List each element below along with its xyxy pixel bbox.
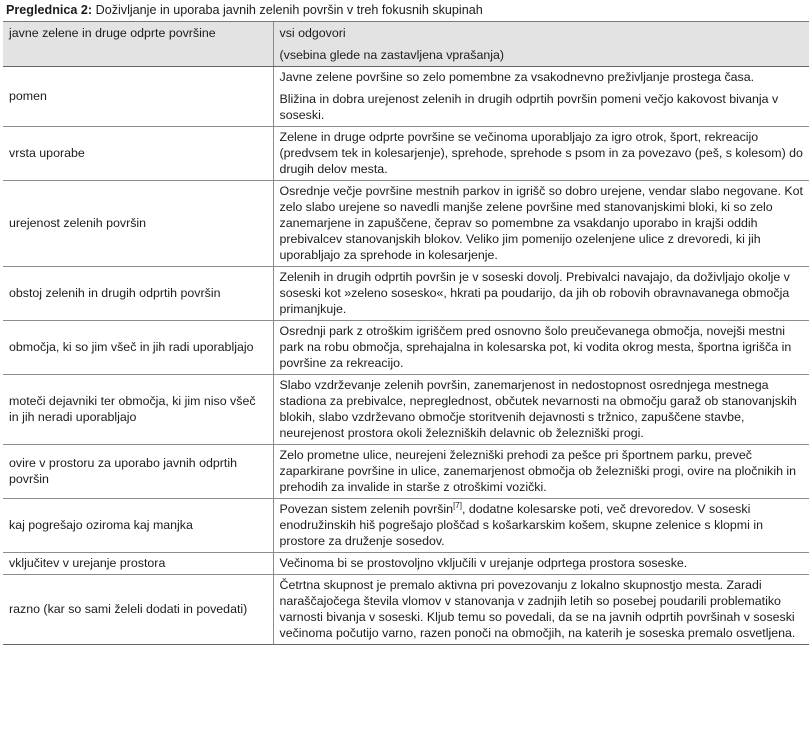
row-answer: Slabo vzdrževanje zelenih površin, zanemarjenost in nedostopnost osrednjega mestnega stadiona za prebivalce, nepreglednost, občutek nevarnosti na območju garaž ob stanovanjskih blokih, slabo vzdrževano območje storitvenih dejavnosti s tržnico, zapuščene stavbe, neurejenost prostora okoli železniških delavnic ob železniški progi. (273, 375, 809, 445)
answer-text: , dodatne kolesarske poti, več drevoredov. V soseski enodružinskih hiš pogrešajo ploščad s košarkarskim košem, skupne zelenice s klopmi in prostore za druženje sosedov. (279, 502, 763, 548)
table-row (3, 267, 809, 321)
row-answer (273, 499, 809, 553)
caption-label: Preglednica 2: (6, 3, 93, 17)
header-answers-title: vsi odgovori (279, 26, 346, 40)
caption-text: Doživljanje in uporaba javnih zelenih površin v treh fokusnih skupinah (92, 3, 483, 17)
row-label: obstoj zelenih in drugih odprtih površin (3, 267, 273, 321)
row-label: vrsta uporabe (3, 127, 273, 181)
answer-paragraph: Bližina in dobra urejenost zelenih in drugih odprtih površin pomeni večjo kakovost bivanja v soseski. (279, 92, 779, 122)
row-label: urejenost zelenih površin (3, 181, 273, 267)
row-label: pomen (3, 67, 273, 127)
reference-superscript: [7] (453, 500, 462, 510)
table-row (3, 553, 809, 575)
row-answer: Osrednje večje površine mestnih parkov in igrišč so dobro urejene, vendar slabo negovane. Kot zelo slabo urejene so navedli manjše zelene površine med stanovanjskimi bloki, ki so zelo zanemarjene in zapuščene, čeprav so pomembne za vsakdanjo uporabo in krajši oddih prebivalcev stanovanjskih blokov. Veliko jim pomenijo ozelenjene ulice z drevoredi, ki jih uporabljajo za sprehode in kolesarjenje. (273, 181, 809, 267)
row-label: razno (kar so sami želeli dodati in povedati) (3, 575, 273, 645)
table-header-row (3, 22, 809, 67)
table-row (3, 499, 809, 553)
row-answer: Osrednji park z otroškim igriščem pred osnovno šolo preučevanega območja, novejši mestni park na robu območja, sprehajalna in kolesarska pot, ki vodita okrog mesta, športna igrišča in površine za rekreacijo. (273, 321, 809, 375)
header-answers-subtitle: (vsebina glede na zastavljena vprašanja) (279, 48, 505, 62)
answer-text: Povezan sistem zelenih površin (279, 502, 454, 516)
table-row (3, 181, 809, 267)
row-label: kaj pogrešajo oziroma kaj manjka (3, 499, 273, 553)
row-answer (273, 67, 809, 127)
header-col-category: javne zelene in druge odprte površine (3, 22, 273, 67)
row-label: moteči dejavniki ter območja, ki jim niso všeč in jih neradi uporabljajo (3, 375, 273, 445)
header-col-answers (273, 22, 809, 67)
table-row (3, 445, 809, 499)
row-answer: Večinoma bi se prostovoljno vključili v urejanje odprtega prostora soseske. (273, 553, 809, 575)
row-label: območja, ki so jim všeč in jih radi uporabljajo (3, 321, 273, 375)
row-label: ovire v prostoru za uporabo javnih odprtih površin (3, 445, 273, 499)
row-answer: Zelo prometne ulice, neurejeni železniški prehodi za pešce pri športnem parku, preveč zaparkirane površine in ulice, zanemarjenost območja ob železniški progi, ovire na pločnikih in prehodih za invalide in starše z otroškimi vozički. (273, 445, 809, 499)
focus-groups-table (3, 21, 809, 645)
row-answer: Zelenih in drugih odprtih površin je v soseski dovolj. Prebivalci navajajo, da doživljajo okolje v soseski kot »zeleno sosesko«, hkrati pa poudarijo, da jih ob robovih obravnavanega območja primanjkuje. (273, 267, 809, 321)
table-row (3, 375, 809, 445)
table-row (3, 127, 809, 181)
table-row (3, 67, 809, 127)
answer-paragraph: Javne zelene površine so zelo pomembne za vsakodnevno preživljanje prostega časa. (279, 70, 755, 84)
row-answer: Četrtna skupnost je premalo aktivna pri povezovanju z lokalno skupnostjo mesta. Zaradi naraščajočega števila vlomov v stanovanja v zadnjih letih so posebej poudarili problematiko varnosti bivanja v soseski. Kljub temu so povedali, da se na javnih odprtih površinah v soseski večinoma počutijo varno, razen ponoči na območjih, na katerih je soseska premalo osvetljena. (273, 575, 809, 645)
table-row (3, 575, 809, 645)
row-answer: Zelene in druge odprte površine se večinoma uporabljajo za igro otrok, šport, rekreacijo (predvsem tek in kolesarjenje), sprehode, sprehode s psom in za povezavo (peš, s kolesom) do drugih delov mesta. (273, 127, 809, 181)
row-label: vključitev v urejanje prostora (3, 553, 273, 575)
table-caption (6, 3, 483, 18)
table-row (3, 321, 809, 375)
